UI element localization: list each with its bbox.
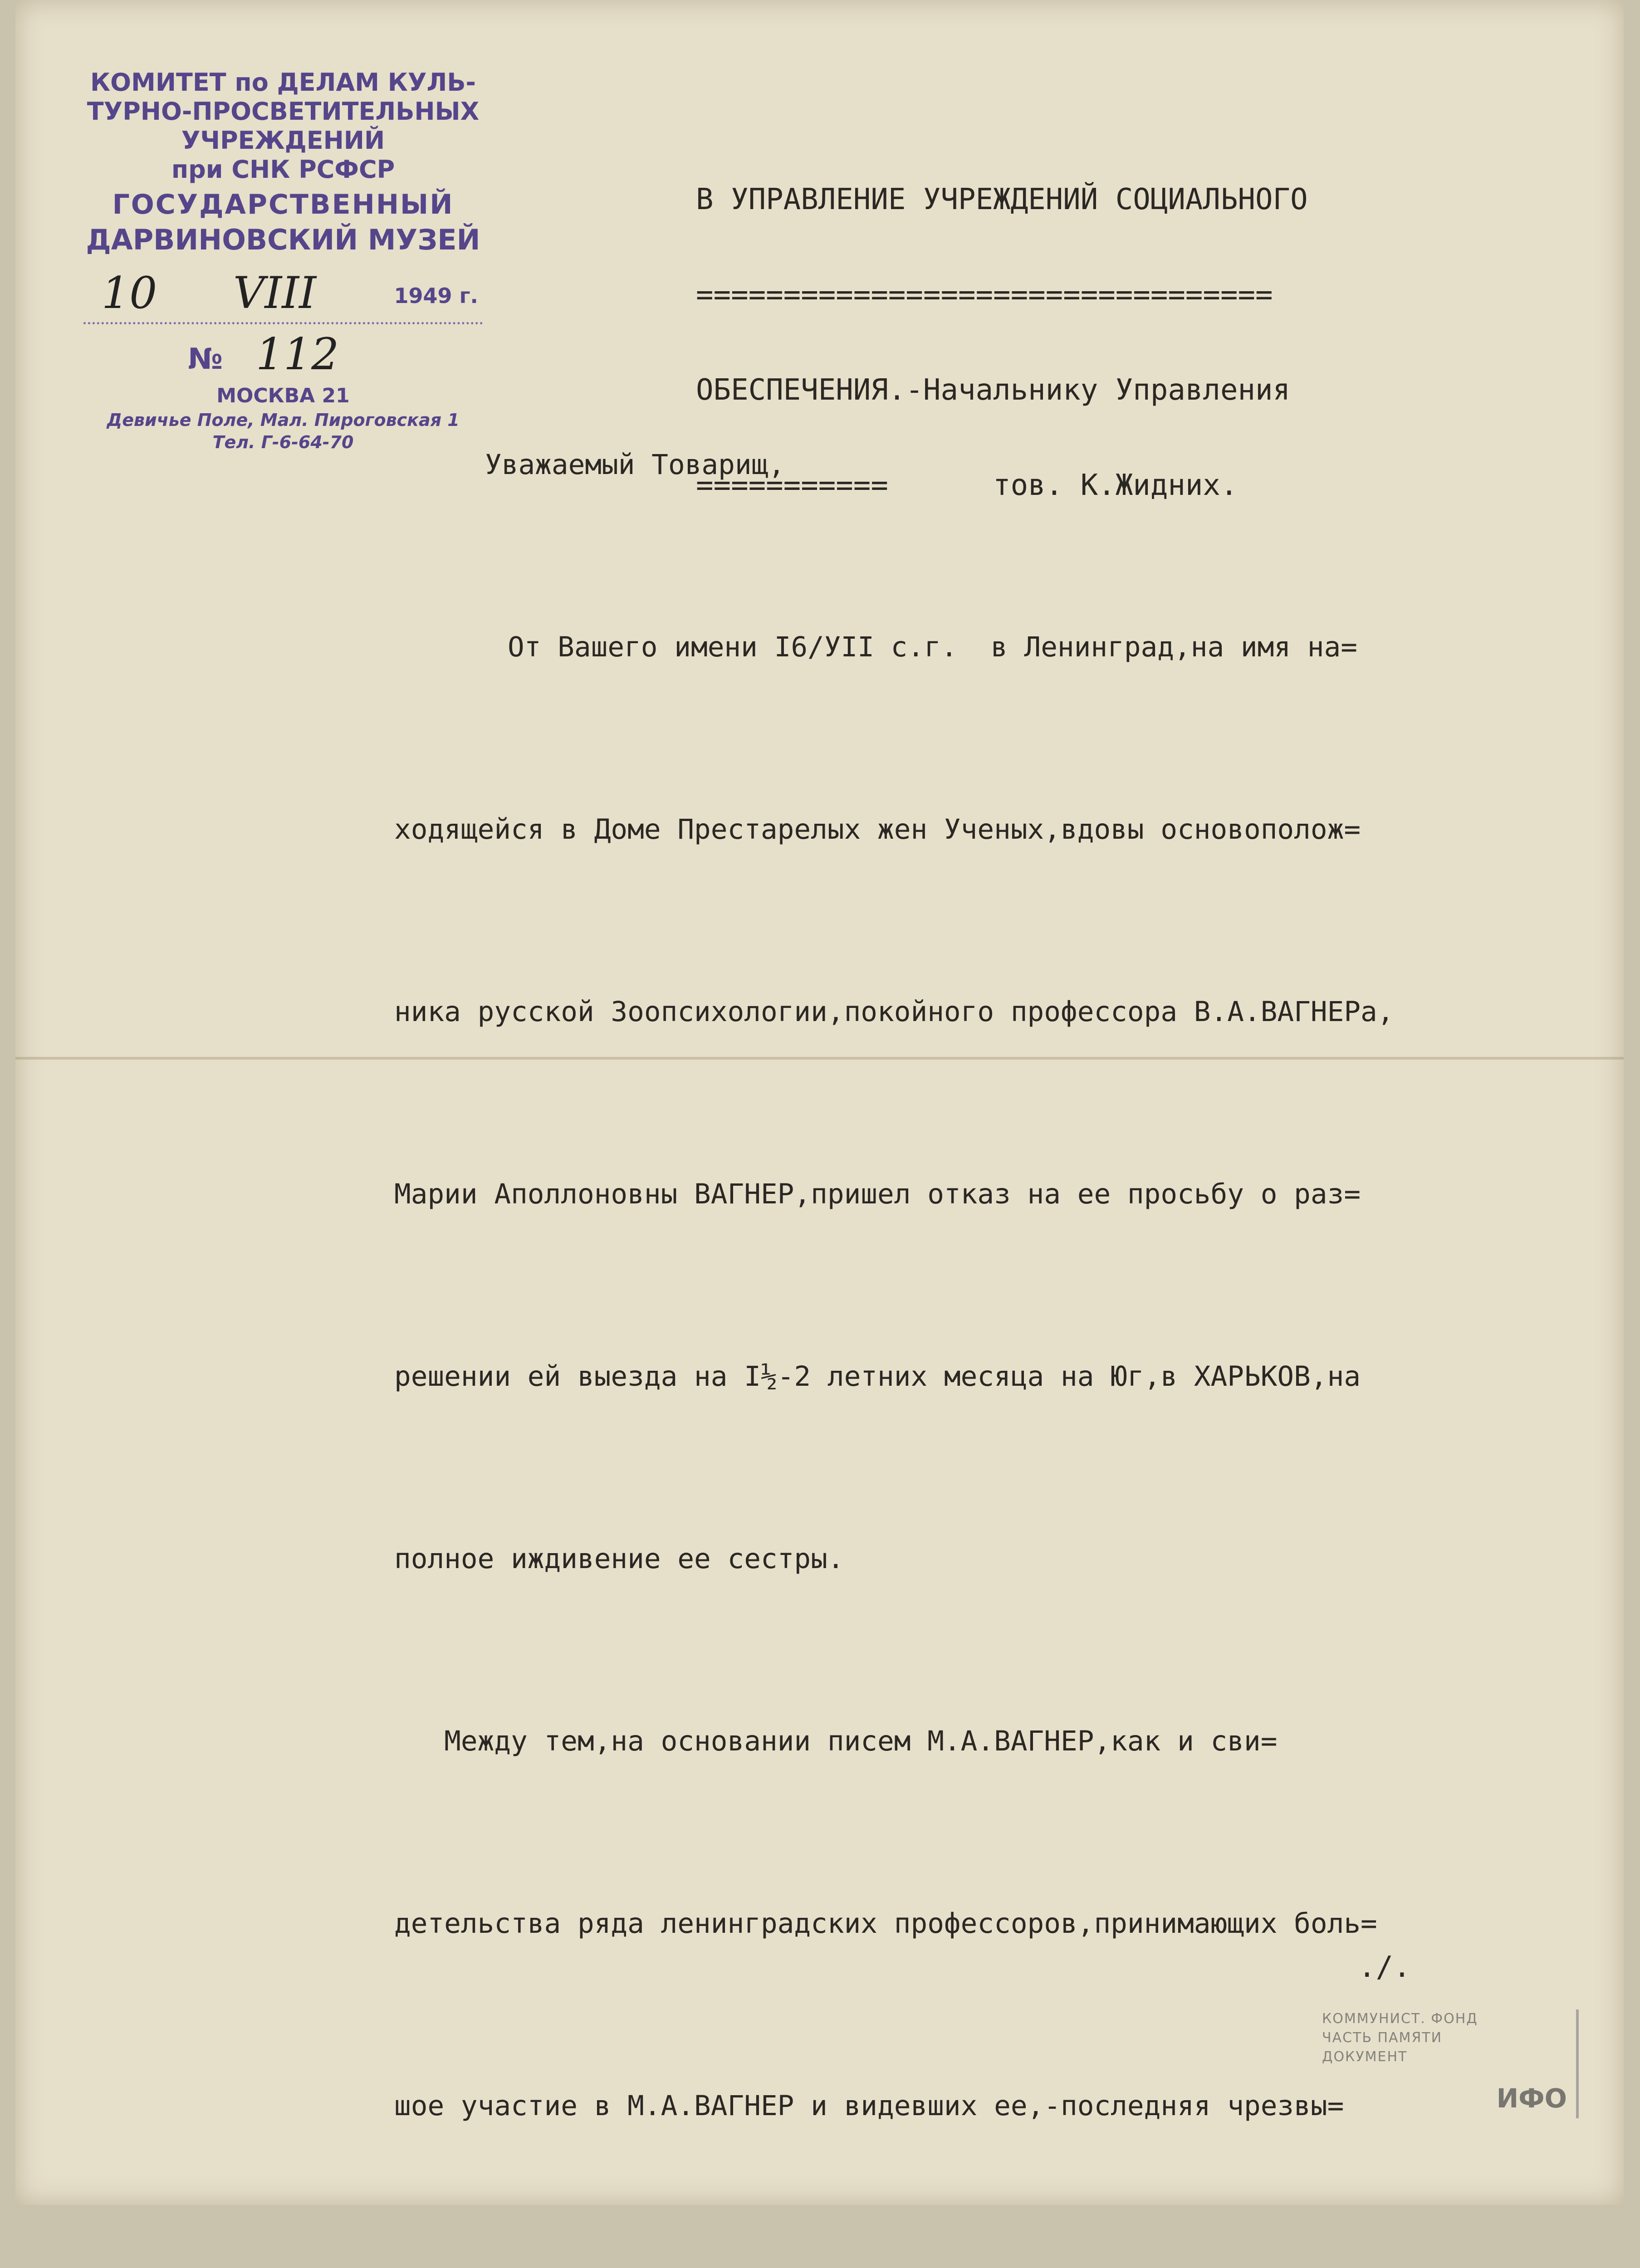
- stamp-line-3: УЧРЕЖДЕНИЙ: [181, 126, 385, 155]
- body-line: Между тем,на основании писем М.А.ВАГНЕР,как и сви=: [394, 1725, 1278, 1757]
- stamp-number-label: №: [188, 342, 223, 376]
- body-line: полное иждивение ее сестры.: [394, 1543, 844, 1575]
- stamp-line-1: КОМИТЕТ по ДЕЛАМ КУЛЬ-: [90, 68, 476, 97]
- stamp-org-line-1: ГОСУДАРСТВЕННЫЙ: [112, 189, 454, 220]
- body-line: ника русской Зоопсихологии,покойного профессора В.А.ВАГНЕРа,: [394, 996, 1394, 1028]
- letter-page: [15, 0, 1624, 2205]
- page-continuation-mark: ./.: [1358, 1950, 1411, 1984]
- addressee-line-2: ОБЕСПЕЧЕНИЯ.-Начальнику Управления: [696, 373, 1291, 407]
- stamp-line-2: ТУРНО-ПРОСВЕТИТЕЛЬНЫХ: [87, 97, 480, 126]
- addressee-line-1: В УПРАВЛЕНИЕ УЧРЕЖДЕНИЙ СОЦИАЛЬНОГО: [696, 183, 1308, 216]
- stamp-org-line-2: ДАРВИНОВСКИЙ МУЗЕЙ: [86, 223, 480, 256]
- archive-stamp: [1322, 2009, 1579, 2118]
- addressee-recipient: тов. К.Жидних.: [993, 469, 1238, 502]
- stamp-year: 1949 г.: [394, 284, 478, 308]
- addressee-rule-2: ===========: [696, 469, 888, 502]
- body-line: [394, 2258, 1619, 2268]
- body-line: ходящейся в Доме Престарелых жен Ученых,вдовы основополож=: [394, 813, 1361, 846]
- letter-body: [394, 313, 1619, 2268]
- body-line: решении ей выезда на I½-2 летних месяца на Юг,в ХАРЬКОВ,на: [394, 1360, 1361, 1393]
- body-line: От Вашего имени I6/УII с.г. в Ленинград,на имя на=: [508, 631, 1357, 663]
- body-line: Марии Аполлоновны ВАГНЕР,пришел отказ на ее просьбу о раз=: [394, 1178, 1361, 1210]
- salutation: Уважаемый Товарищ,: [485, 449, 785, 481]
- stamp-number-value: 112: [256, 329, 339, 380]
- archive-stamp-mark: ИФО: [1496, 2083, 1567, 2114]
- archive-stamp-line: ДОКУМЕНТ: [1322, 2049, 1408, 2065]
- stamp-phone: Тел. Г-6-64-70: [212, 432, 354, 452]
- stamp-line-4: при СНК РСФСР: [171, 155, 395, 184]
- body-line: шое участие в М.А.ВАГНЕР и видевших ее,-последняя чрезвы=: [394, 2090, 1344, 2122]
- stamp-city: МОСКВА 21: [216, 384, 350, 407]
- addressee-rule-1: =================================: [696, 278, 1273, 312]
- stamp-day: 10: [102, 268, 157, 318]
- archive-stamp-line: КОММУНИСТ. ФОНД: [1322, 2011, 1478, 2027]
- stamp-address: Девичье Поле, Мал. Пироговская 1: [107, 410, 460, 430]
- archive-stamp-line: ЧАСТЬ ПАМЯТИ: [1322, 2030, 1443, 2046]
- stamp-month: VIII: [233, 268, 317, 318]
- body-line: детельства ряда ленинградских профессоров,принимающих боль=: [394, 1907, 1377, 1940]
